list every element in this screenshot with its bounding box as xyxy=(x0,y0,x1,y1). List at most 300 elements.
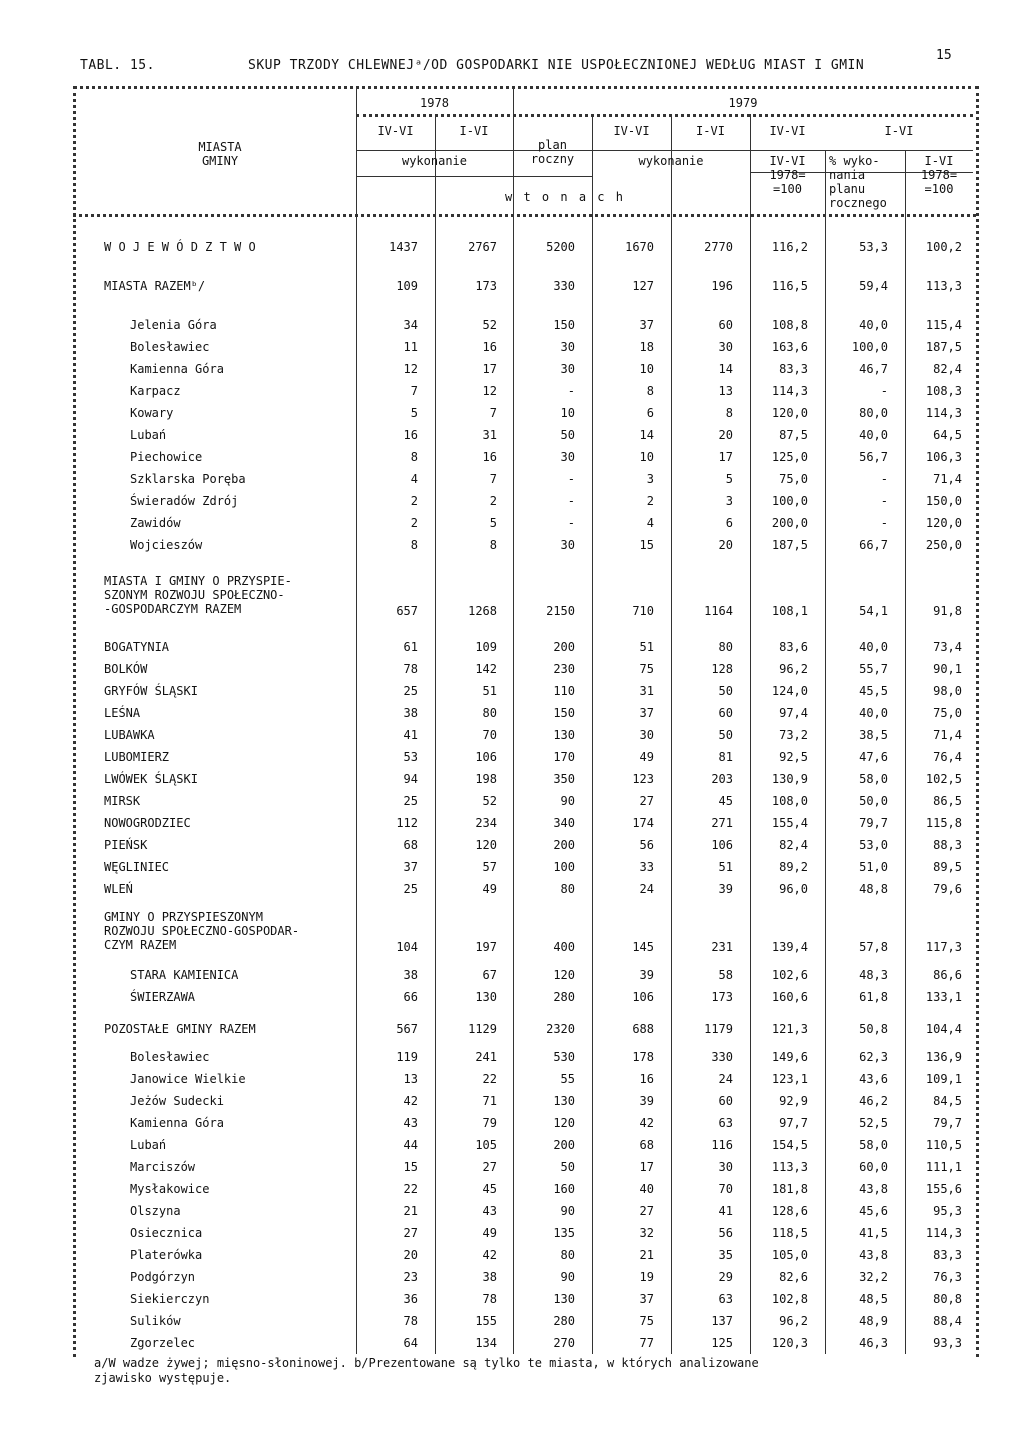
cell-col-7: 46,7 xyxy=(859,362,888,376)
cell-col-7: 60,0 xyxy=(859,1160,888,1174)
cell-col-6: 120,3 xyxy=(771,1336,808,1350)
cell-col-1: 13 xyxy=(403,1072,418,1086)
cell-col-7: 48,3 xyxy=(859,968,888,982)
row-label: ŚWIERZAWA xyxy=(130,990,196,1004)
cell-col-3: 160 xyxy=(553,1182,575,1196)
cell-col-5: 128 xyxy=(711,662,733,676)
row-label: Jeżów Sudecki xyxy=(130,1094,224,1108)
row-label: NOWOGRODZIEC xyxy=(104,816,191,830)
cell-col-7: 40,0 xyxy=(859,706,888,720)
cell-col-8: 76,4 xyxy=(933,750,962,764)
cell-col-8: 98,0 xyxy=(933,684,962,698)
cell-col-7: 43,8 xyxy=(859,1182,888,1196)
cell-col-6: 187,5 xyxy=(771,538,808,552)
cell-col-5: 45 xyxy=(718,794,733,808)
cell-col-7: 53,0 xyxy=(859,838,888,852)
cell-col-2: 67 xyxy=(482,968,497,982)
table-row xyxy=(0,362,1024,384)
cell-col-3: 280 xyxy=(553,990,575,1004)
table-row xyxy=(0,516,1024,538)
cell-col-5: 20 xyxy=(718,538,733,552)
row-label: LWÓWEK ŚLĄSKI xyxy=(104,772,198,786)
cell-col-8: 86,6 xyxy=(933,968,962,982)
cell-col-6: 96,2 xyxy=(779,662,808,676)
cell-col-3: 30 xyxy=(560,450,575,464)
cell-col-4: 178 xyxy=(632,1050,654,1064)
cell-col-4: 49 xyxy=(639,750,654,764)
cell-col-1: 44 xyxy=(403,1138,418,1152)
cell-col-4: 37 xyxy=(639,1292,654,1306)
cell-col-4: 710 xyxy=(632,604,654,618)
cell-col-5: 58 xyxy=(718,968,733,982)
cell-col-7: 55,7 xyxy=(859,662,888,676)
cell-col-5: 60 xyxy=(718,318,733,332)
table-row xyxy=(0,860,1024,882)
cell-col-6: 100,0 xyxy=(771,494,808,508)
cell-col-3: 170 xyxy=(553,750,575,764)
cell-col-6: 105,0 xyxy=(771,1248,808,1262)
row-label: Wojcieszów xyxy=(130,538,203,552)
cell-col-1: 37 xyxy=(403,860,418,874)
table-row xyxy=(0,1292,1024,1314)
cell-col-6: 92,9 xyxy=(779,1094,808,1108)
row-label: Sulików xyxy=(130,1314,181,1328)
cell-col-3: 400 xyxy=(553,940,575,954)
table-row xyxy=(0,472,1024,494)
cell-col-2: 8 xyxy=(489,538,497,552)
row-label: Kowary xyxy=(130,406,174,420)
table-row xyxy=(0,816,1024,838)
cell-col-7: 40,0 xyxy=(859,318,888,332)
cell-col-3: 135 xyxy=(553,1226,575,1240)
cell-col-4: 68 xyxy=(639,1138,654,1152)
cell-col-2: 51 xyxy=(482,684,497,698)
year-separator xyxy=(356,114,973,117)
hdr-i-vi-index: I-VI xyxy=(884,124,914,138)
table-row xyxy=(0,1204,1024,1226)
table-row xyxy=(0,750,1024,772)
cell-col-3: 55 xyxy=(560,1072,575,1086)
cell-col-6: 83,3 xyxy=(779,362,808,376)
row-label: PIEŃSK xyxy=(104,838,148,852)
cell-col-5: 56 xyxy=(718,1226,733,1240)
cell-col-5: 30 xyxy=(718,1160,733,1174)
cell-col-1: 68 xyxy=(403,838,418,852)
hdr-iv-vi-index: IV-VI xyxy=(769,124,806,138)
cell-col-4: 42 xyxy=(639,1116,654,1130)
cell-col-1: 119 xyxy=(396,1050,418,1064)
hdr-i-vi-sub: I-VI 1978= =100 xyxy=(920,154,958,196)
table-row xyxy=(0,990,1024,1012)
cell-col-2: 198 xyxy=(475,772,497,786)
row-label: Marciszów xyxy=(130,1160,196,1174)
table-row xyxy=(0,1072,1024,1094)
row-label: WĘGLINIEC xyxy=(104,860,170,874)
cell-col-3: 80 xyxy=(560,882,575,896)
row-label: Olszyna xyxy=(130,1204,181,1218)
cell-col-8: 79,7 xyxy=(933,1116,962,1130)
cell-col-8: 133,1 xyxy=(925,990,962,1004)
row-label: Karpacz xyxy=(130,384,181,398)
table-row xyxy=(0,1270,1024,1292)
cell-col-1: 7 xyxy=(410,384,418,398)
cell-col-5: 14 xyxy=(718,362,733,376)
table-row xyxy=(0,1248,1024,1270)
cell-col-7: 45,5 xyxy=(859,684,888,698)
cell-col-6: 149,6 xyxy=(771,1050,808,1064)
cell-col-7: 40,0 xyxy=(859,428,888,442)
cell-col-7: 43,8 xyxy=(859,1248,888,1262)
cell-col-7: 66,7 xyxy=(859,538,888,552)
table-row xyxy=(0,662,1024,684)
cell-col-5: 41 xyxy=(718,1204,733,1218)
cell-col-6: 114,3 xyxy=(771,384,808,398)
cell-col-6: 108,1 xyxy=(771,604,808,618)
row-label: Lubań xyxy=(130,1138,167,1152)
cell-col-4: 3 xyxy=(646,472,654,486)
cell-col-2: 52 xyxy=(482,318,497,332)
cell-col-8: 117,3 xyxy=(925,940,962,954)
cell-col-8: 115,8 xyxy=(925,816,962,830)
cell-col-7: 62,3 xyxy=(859,1050,888,1064)
cell-col-7: 43,6 xyxy=(859,1072,888,1086)
cell-col-6: 102,8 xyxy=(771,1292,808,1306)
cell-col-6: 89,2 xyxy=(779,860,808,874)
cell-col-1: 64 xyxy=(403,1336,418,1350)
cell-col-6: 108,8 xyxy=(771,318,808,332)
cell-col-8: 71,4 xyxy=(933,472,962,486)
cell-col-4: 16 xyxy=(639,1072,654,1086)
cell-col-3: 350 xyxy=(553,772,575,786)
cell-col-2: 42 xyxy=(482,1248,497,1262)
row-label: Kamienna Góra xyxy=(130,1116,224,1130)
cell-col-4: 27 xyxy=(639,1204,654,1218)
cell-col-6: 96,0 xyxy=(779,882,808,896)
cell-col-2: 16 xyxy=(482,340,497,354)
cell-col-1: 66 xyxy=(403,990,418,1004)
wyk1979-line xyxy=(592,150,973,151)
table-row xyxy=(0,1336,1024,1358)
cell-col-1: 20 xyxy=(403,1248,418,1262)
table-row xyxy=(0,318,1024,340)
cell-col-1: 109 xyxy=(396,279,418,293)
cell-col-5: 196 xyxy=(711,279,733,293)
cell-col-1: 12 xyxy=(403,362,418,376)
cell-col-8: 110,5 xyxy=(925,1138,962,1152)
cell-col-2: 7 xyxy=(489,472,497,486)
cell-col-3: 120 xyxy=(553,1116,575,1130)
row-label: WLEŃ xyxy=(104,882,133,896)
table-row xyxy=(0,1138,1024,1160)
cell-col-8: 80,8 xyxy=(933,1292,962,1306)
cell-col-6: 123,1 xyxy=(771,1072,808,1086)
cell-col-3: 2320 xyxy=(546,1022,575,1036)
cell-col-1: 38 xyxy=(403,968,418,982)
cell-col-1: 94 xyxy=(403,772,418,786)
cell-col-7: 58,0 xyxy=(859,772,888,786)
cell-col-5: 81 xyxy=(718,750,733,764)
table-row xyxy=(0,1314,1024,1336)
cell-col-8: 73,4 xyxy=(933,640,962,654)
cell-col-3: 30 xyxy=(560,340,575,354)
cell-col-7: 61,8 xyxy=(859,990,888,1004)
cell-col-8: 187,5 xyxy=(925,340,962,354)
table-row xyxy=(0,910,1024,962)
row-label: LUBOMIERZ xyxy=(104,750,170,764)
cell-col-4: 39 xyxy=(639,1094,654,1108)
cell-col-6: 82,6 xyxy=(779,1270,808,1284)
cell-col-4: 40 xyxy=(639,1182,654,1196)
cell-col-1: 15 xyxy=(403,1160,418,1174)
table-row xyxy=(0,684,1024,706)
cell-col-2: 38 xyxy=(482,1270,497,1284)
cell-col-6: 200,0 xyxy=(771,516,808,530)
table-row xyxy=(0,538,1024,560)
cell-col-3: 80 xyxy=(560,1248,575,1262)
cell-col-1: 5 xyxy=(410,406,418,420)
row-label: Lubań xyxy=(130,428,167,442)
cell-col-7: - xyxy=(880,494,888,508)
cell-col-4: 19 xyxy=(639,1270,654,1284)
cell-col-2: 234 xyxy=(475,816,497,830)
table-row xyxy=(0,882,1024,904)
cell-col-6: 83,6 xyxy=(779,640,808,654)
cell-col-3: 30 xyxy=(560,362,575,376)
cell-col-3: 130 xyxy=(553,1094,575,1108)
cell-col-2: 155 xyxy=(475,1314,497,1328)
cell-col-3: - xyxy=(567,384,575,398)
hdr-percent-plan: % wyko- nania planu rocznego xyxy=(829,154,887,210)
cell-col-8: 250,0 xyxy=(925,538,962,552)
table-row xyxy=(0,772,1024,794)
table-row xyxy=(0,340,1024,362)
cell-col-5: 30 xyxy=(718,340,733,354)
row-label: Mysłakowice xyxy=(130,1182,210,1196)
cell-col-4: 10 xyxy=(639,450,654,464)
cell-col-1: 567 xyxy=(396,1022,418,1036)
table-row xyxy=(0,450,1024,472)
cell-col-8: 89,5 xyxy=(933,860,962,874)
cell-col-5: 3 xyxy=(725,494,733,508)
cell-col-3: 200 xyxy=(553,838,575,852)
cell-col-8: 115,4 xyxy=(925,318,962,332)
cell-col-3: - xyxy=(567,494,575,508)
cell-col-5: 50 xyxy=(718,684,733,698)
cell-col-1: 21 xyxy=(403,1204,418,1218)
cell-col-6: 102,6 xyxy=(771,968,808,982)
cell-col-8: 111,1 xyxy=(925,1160,962,1174)
cell-col-4: 21 xyxy=(639,1248,654,1262)
hdr-iv-vi-1979: IV-VI xyxy=(613,124,650,138)
table-row xyxy=(0,1022,1024,1044)
cell-col-5: 60 xyxy=(718,1094,733,1108)
cell-col-4: 14 xyxy=(639,428,654,442)
hdr-iv-vi-sub: IV-VI 1978= =100 xyxy=(769,154,806,196)
cell-col-4: 6 xyxy=(646,406,654,420)
row-label: Zawidów xyxy=(130,516,181,530)
cell-col-8: 150,0 xyxy=(925,494,962,508)
cell-col-7: - xyxy=(880,472,888,486)
cell-col-1: 78 xyxy=(403,662,418,676)
cell-col-5: 1179 xyxy=(704,1022,733,1036)
cell-col-5: 6 xyxy=(725,516,733,530)
cell-col-8: 64,5 xyxy=(933,428,962,442)
table-row xyxy=(0,428,1024,450)
cell-col-3: 150 xyxy=(553,318,575,332)
cell-col-6: 125,0 xyxy=(771,450,808,464)
cell-col-3: - xyxy=(567,472,575,486)
cell-col-2: 71 xyxy=(482,1094,497,1108)
cell-col-2: 52 xyxy=(482,794,497,808)
cell-col-3: 130 xyxy=(553,728,575,742)
cell-col-6: 82,4 xyxy=(779,838,808,852)
cell-col-5: 17 xyxy=(718,450,733,464)
cell-col-4: 4 xyxy=(646,516,654,530)
cell-col-1: 38 xyxy=(403,706,418,720)
row-label: Bolesławiec xyxy=(130,1050,210,1064)
cell-col-1: 27 xyxy=(403,1226,418,1240)
cell-col-4: 75 xyxy=(639,662,654,676)
cell-col-7: 80,0 xyxy=(859,406,888,420)
cell-col-6: 97,7 xyxy=(779,1116,808,1130)
cell-col-1: 4 xyxy=(410,472,418,486)
cell-col-2: 142 xyxy=(475,662,497,676)
table-row xyxy=(0,706,1024,728)
cell-col-3: 200 xyxy=(553,1138,575,1152)
cell-col-1: 36 xyxy=(403,1292,418,1306)
cell-col-5: 5 xyxy=(725,472,733,486)
cell-col-1: 657 xyxy=(396,604,418,618)
cell-col-3: 90 xyxy=(560,1204,575,1218)
cell-col-2: 17 xyxy=(482,362,497,376)
cell-col-5: 106 xyxy=(711,838,733,852)
cell-col-7: 52,5 xyxy=(859,1116,888,1130)
table-row xyxy=(0,240,1024,262)
cell-col-1: 23 xyxy=(403,1270,418,1284)
cell-col-3: 50 xyxy=(560,428,575,442)
cell-col-7: 48,9 xyxy=(859,1314,888,1328)
cell-col-8: 155,6 xyxy=(925,1182,962,1196)
hdr-plan: plan roczny xyxy=(530,138,575,166)
cell-col-7: 41,5 xyxy=(859,1226,888,1240)
cell-col-3: 130 xyxy=(553,1292,575,1306)
cell-col-5: 70 xyxy=(718,1182,733,1196)
cell-col-8: 104,4 xyxy=(925,1022,962,1036)
row-label: STARA KAMIENICA xyxy=(130,968,239,982)
row-label: Podgórzyn xyxy=(130,1270,196,1284)
cell-col-4: 32 xyxy=(639,1226,654,1240)
cell-col-8: 86,5 xyxy=(933,794,962,808)
cell-col-3: 340 xyxy=(553,816,575,830)
cell-col-4: 10 xyxy=(639,362,654,376)
cell-col-8: 93,3 xyxy=(933,1336,962,1350)
cell-col-7: 50,0 xyxy=(859,794,888,808)
cell-col-2: 241 xyxy=(475,1050,497,1064)
cell-col-1: 1437 xyxy=(389,240,418,254)
row-label: BOLKÓW xyxy=(104,662,148,676)
cell-col-8: 83,3 xyxy=(933,1248,962,1262)
hdr-i-vi-1979: I-VI xyxy=(696,124,725,138)
cell-col-2: 2767 xyxy=(468,240,497,254)
cell-col-8: 82,4 xyxy=(933,362,962,376)
cell-col-6: 118,5 xyxy=(771,1226,808,1240)
cell-col-2: 1268 xyxy=(468,604,497,618)
cell-col-4: 145 xyxy=(632,940,654,954)
cell-col-2: 1129 xyxy=(468,1022,497,1036)
cell-col-2: 105 xyxy=(475,1138,497,1152)
cell-col-2: 173 xyxy=(475,279,497,293)
cell-col-3: 10 xyxy=(560,406,575,420)
row-label: Platerówka xyxy=(130,1248,203,1262)
cell-col-6: 87,5 xyxy=(779,428,808,442)
cell-col-7: - xyxy=(880,516,888,530)
cell-col-6: 116,5 xyxy=(771,279,808,293)
cell-col-4: 56 xyxy=(639,838,654,852)
cell-col-2: 49 xyxy=(482,1226,497,1240)
cell-col-1: 2 xyxy=(410,516,418,530)
cell-col-7: 48,8 xyxy=(859,882,888,896)
cell-col-5: 35 xyxy=(718,1248,733,1262)
cell-col-4: 18 xyxy=(639,340,654,354)
cell-col-6: 130,9 xyxy=(771,772,808,786)
row-label: BOGATYNIA xyxy=(104,640,170,654)
cell-col-1: 8 xyxy=(410,450,418,464)
row-label: Świeradów Zdrój xyxy=(130,494,239,508)
cell-col-6: 163,6 xyxy=(771,340,808,354)
row-label: MIRSK xyxy=(104,794,141,808)
cell-col-4: 33 xyxy=(639,860,654,874)
cell-col-5: 60 xyxy=(718,706,733,720)
table-title: SKUP TRZODY CHLEWNEJᵃ/OD GOSPODARKI NIE USPOŁECZNIONEJ WEDŁUG MIAST I GMIN xyxy=(248,58,865,73)
cell-col-4: 106 xyxy=(632,990,654,1004)
cell-col-3: 230 xyxy=(553,662,575,676)
table-number: TABL. 15. xyxy=(80,58,155,73)
cell-col-8: 84,5 xyxy=(933,1094,962,1108)
cell-col-8: 71,4 xyxy=(933,728,962,742)
cell-col-5: 29 xyxy=(718,1270,733,1284)
table-row xyxy=(0,640,1024,662)
table-row xyxy=(0,1050,1024,1072)
cell-col-5: 63 xyxy=(718,1292,733,1306)
cell-col-7: 59,4 xyxy=(859,279,888,293)
row-label: Szklarska Poręba xyxy=(130,472,246,486)
cell-col-7: 51,0 xyxy=(859,860,888,874)
cell-col-3: 90 xyxy=(560,794,575,808)
cell-col-8: 113,3 xyxy=(925,279,962,293)
stub-header: MIASTA GMINY xyxy=(198,140,242,168)
cell-col-7: 47,6 xyxy=(859,750,888,764)
cell-col-3: - xyxy=(567,516,575,530)
table-row xyxy=(0,728,1024,750)
row-label: Kamienna Góra xyxy=(130,362,224,376)
cell-col-2: 130 xyxy=(475,990,497,1004)
cell-col-1: 78 xyxy=(403,1314,418,1328)
cell-col-7: - xyxy=(880,384,888,398)
cell-col-4: 8 xyxy=(646,384,654,398)
units-line xyxy=(356,176,592,177)
cell-col-5: 271 xyxy=(711,816,733,830)
cell-col-1: 25 xyxy=(403,794,418,808)
cell-col-7: 46,2 xyxy=(859,1094,888,1108)
cell-col-5: 63 xyxy=(718,1116,733,1130)
cell-col-3: 110 xyxy=(553,684,575,698)
page-number: 15 xyxy=(936,48,952,63)
cell-col-1: 41 xyxy=(403,728,418,742)
table-row xyxy=(0,1094,1024,1116)
cell-col-4: 17 xyxy=(639,1160,654,1174)
cell-col-6: 139,4 xyxy=(771,940,808,954)
row-label: Piechowice xyxy=(130,450,203,464)
